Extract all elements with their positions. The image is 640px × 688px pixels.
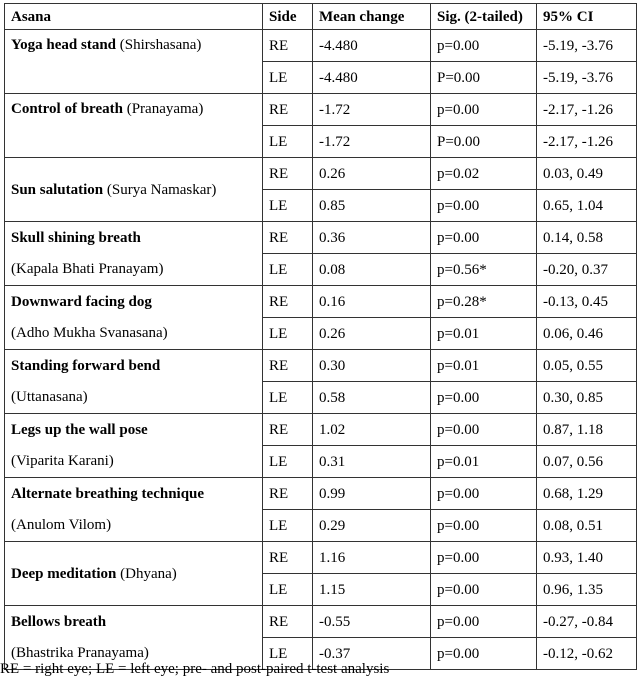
asana-sanskrit-name: (Kapala Bhati Pranayam) [11,261,164,277]
asana-sanskrit-name: (Viparita Karani) [11,453,114,469]
side-cell: LE [263,574,313,606]
side-cell: LE [263,318,313,350]
significance-cell: p=0.00 [431,30,537,62]
significance-cell: P=0.00 [431,126,537,158]
confidence-interval-cell: 0.06, 0.46 [537,318,637,350]
side-cell: LE [263,254,313,286]
significance-cell: p=0.01 [431,350,537,382]
significance-cell: p=0.00 [431,542,537,574]
asana-name-cell [5,286,263,350]
significance-cell: p=0.01 [431,446,537,478]
mean-change-cell: 0.26 [313,158,431,190]
asana-name: Yoga head stand [11,37,117,53]
mean-change-cell: 0.36 [313,222,431,254]
confidence-interval-cell: 0.14, 0.58 [537,222,637,254]
mean-change-cell: -4.480 [313,62,431,94]
asana-results-table [4,3,637,670]
asana-name-cell [5,478,263,542]
confidence-interval-cell: 0.87, 1.18 [537,414,637,446]
table-row [5,350,637,382]
table-row [5,542,637,574]
asana-name: Standing forward bend [11,358,161,374]
table-row [5,158,637,190]
significance-cell: p=0.02 [431,158,537,190]
asana-sanskrit-name: (Pranayama) [126,101,204,117]
mean-change-cell: -0.37 [313,638,431,670]
significance-cell: p=0.00 [431,606,537,638]
confidence-interval-cell: -5.19, -3.76 [537,30,637,62]
asana-name: Alternate breathing technique [11,486,205,502]
asana-sanskrit-name: (Shirshasana) [119,37,202,53]
confidence-interval-cell: 0.05, 0.55 [537,350,637,382]
confidence-interval-cell: -5.19, -3.76 [537,62,637,94]
header-asana: Asana [5,4,263,30]
side-cell: RE [263,606,313,638]
table-row [5,478,637,510]
asana-name-cell [5,542,263,606]
confidence-interval-cell: -0.20, 0.37 [537,254,637,286]
significance-cell: p=0.00 [431,190,537,222]
side-cell: LE [263,638,313,670]
table-row [5,286,637,318]
table-row [5,222,637,254]
side-cell: LE [263,510,313,542]
significance-cell: p=0.00 [431,510,537,542]
asana-name: Downward facing dog [11,294,152,310]
confidence-interval-cell: -2.17, -1.26 [537,126,637,158]
significance-cell: p=0.28* [431,286,537,318]
side-cell: RE [263,542,313,574]
significance-cell: p=0.00 [431,478,537,510]
confidence-interval-cell: 0.07, 0.56 [537,446,637,478]
mean-change-cell: 0.31 [313,446,431,478]
mean-change-cell: 0.08 [313,254,431,286]
significance-cell: p=0.00 [431,382,537,414]
mean-change-cell: -4.480 [313,30,431,62]
table-row [5,94,637,126]
asana-name: Skull shining breath [11,230,141,246]
table-header-row [5,4,637,30]
mean-change-cell: 0.58 [313,382,431,414]
mean-change-cell: 1.02 [313,414,431,446]
asana-name: Legs up the wall pose [11,422,148,438]
asana-name-cell [5,414,263,478]
side-cell: RE [263,350,313,382]
confidence-interval-cell: 0.65, 1.04 [537,190,637,222]
side-cell: RE [263,30,313,62]
mean-change-cell: 0.85 [313,190,431,222]
mean-change-cell: 1.16 [313,542,431,574]
significance-cell: p=0.00 [431,638,537,670]
asana-name-cell [5,350,263,414]
significance-cell: p=0.00 [431,414,537,446]
side-cell: LE [263,126,313,158]
confidence-interval-cell: -0.13, 0.45 [537,286,637,318]
mean-change-cell: -0.55 [313,606,431,638]
mean-change-cell: 0.30 [313,350,431,382]
significance-cell: p=0.01 [431,318,537,350]
asana-name: Bellows breath [11,614,107,630]
confidence-interval-cell: -0.27, -0.84 [537,606,637,638]
header-mean-change: Mean change [313,4,431,30]
side-cell: LE [263,446,313,478]
mean-change-cell: 1.15 [313,574,431,606]
asana-name-cell [5,222,263,286]
side-cell: LE [263,382,313,414]
asana-name: Control of breath [11,101,123,117]
header-confidence-interval: 95% CI [537,4,637,30]
header-significance: Sig. (2-tailed) [431,4,537,30]
asana-name-cell [5,94,263,158]
table-row [5,606,637,638]
side-cell: RE [263,414,313,446]
side-cell: RE [263,286,313,318]
side-cell: RE [263,222,313,254]
mean-change-cell: 0.29 [313,510,431,542]
table-row [5,414,637,446]
significance-cell: p=0.00 [431,94,537,126]
asana-sanskrit-name: (Dhyana) [120,565,177,582]
significance-cell: p=0.00 [431,222,537,254]
asana-sanskrit-name: (Anulom Vilom) [11,517,112,533]
mean-change-cell: -1.72 [313,94,431,126]
significance-cell: P=0.00 [431,62,537,94]
table-footnote: RE = right eye; LE = left eye; pre- and post-paired t-test analysis [0,661,390,677]
confidence-interval-cell: 0.68, 1.29 [537,478,637,510]
asana-name-cell [5,158,263,222]
confidence-interval-cell: -0.12, -0.62 [537,638,637,670]
significance-cell: p=0.56* [431,254,537,286]
confidence-interval-cell: 0.30, 0.85 [537,382,637,414]
confidence-interval-cell: 0.08, 0.51 [537,510,637,542]
asana-sanskrit-name: (Bhastrika Pranayama) [11,645,149,661]
asana-name: Sun salutation [11,181,104,198]
significance-cell: p=0.00 [431,574,537,606]
confidence-interval-cell: -2.17, -1.26 [537,94,637,126]
side-cell: RE [263,478,313,510]
confidence-interval-cell: 0.03, 0.49 [537,158,637,190]
side-cell: LE [263,190,313,222]
confidence-interval-cell: 0.93, 1.40 [537,542,637,574]
asana-name: Deep meditation [11,565,117,582]
mean-change-cell: 0.26 [313,318,431,350]
asana-sanskrit-name: (Surya Namaskar) [106,181,217,198]
asana-name-cell [5,30,263,94]
side-cell: RE [263,158,313,190]
mean-change-cell: -1.72 [313,126,431,158]
mean-change-cell: 0.99 [313,478,431,510]
confidence-interval-cell: 0.96, 1.35 [537,574,637,606]
asana-sanskrit-name: (Uttanasana) [11,389,88,405]
table-body [5,30,637,670]
asana-sanskrit-name: (Adho Mukha Svanasana) [11,325,168,341]
mean-change-cell: 0.16 [313,286,431,318]
header-side: Side [263,4,313,30]
table-row [5,30,637,62]
side-cell: LE [263,62,313,94]
side-cell: RE [263,94,313,126]
